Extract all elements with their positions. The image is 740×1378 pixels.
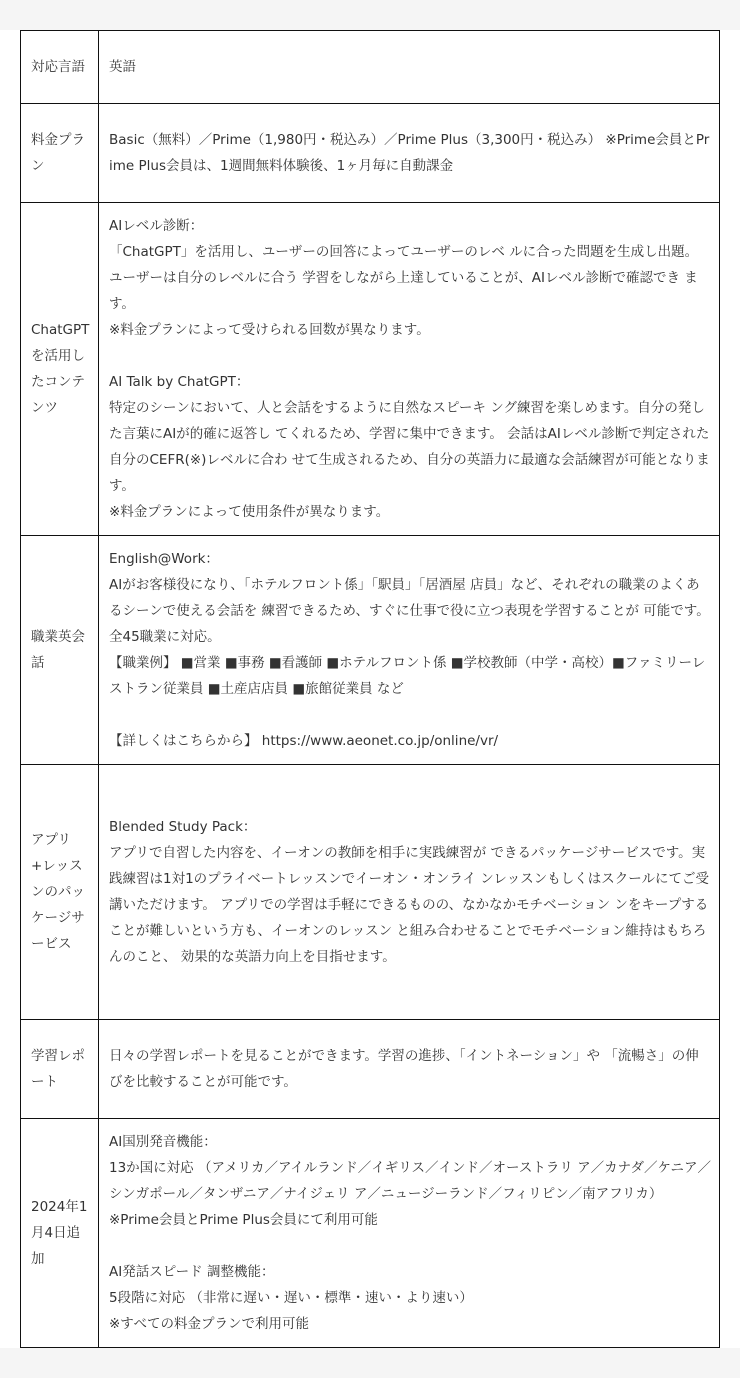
- table-row: [21, 765, 720, 1020]
- content-line: [109, 1233, 711, 1259]
- content-line: 「ChatGPT」を活用し、ユーザーの回答によってユーザーのレベ ルに合った問題を生成し出題。ユーザーは自分のレベルに合う 学習をしながら上達していることが、AIレベル診断で確認でき ます。: [109, 244, 699, 312]
- row-content: [99, 31, 720, 104]
- row-content: [99, 104, 720, 203]
- content-line: AIレベル診断：: [109, 218, 204, 234]
- row-label: 料金プラン: [21, 104, 99, 203]
- row-label: ChatGPTを活用したコンテンツ: [21, 203, 99, 536]
- content-line: AI Talk by ChatGPT：: [109, 374, 250, 390]
- content-line: 【詳しくはこちらから】 https://www.aeonet.co.jp/online/vr/: [109, 733, 499, 749]
- row-label: 2024年1月4日追加: [21, 1119, 99, 1348]
- content-line: Basic（無料）／Prime（1,980円・税込み）／Prime Plus（3,300円・税込み） ※Prime会員とPrime Plus会員は、1週間無料体験後、1ヶ月毎に自動課金: [109, 132, 710, 174]
- content-line: [109, 702, 711, 728]
- spec-table: [20, 30, 720, 1348]
- table-row: [21, 203, 720, 536]
- content-line: AIがお客様役になり、「ホテルフロント係」「駅員」「居酒屋 店員」など、それぞれの職業のよくあるシーンで使える会話を 練習できるため、すぐに仕事で役に立つ表現を学習することが 可能です。全45職業に対応。: [109, 577, 710, 645]
- content-line: 特定のシーンにおいて、人と会話をするように自然なスピーキ ング練習を楽しめます。自分の発した言葉にAIが的確に返答し てくれるため、学習に集中できます。 会話はAIレベル診断で判定された自分のCEFR(※)レベルに合わ せて生成されるため、自分の英語力に最適な会話練習が可能となります。: [109, 400, 710, 494]
- row-content: [99, 1119, 720, 1348]
- content-line: 5段階に対応 （非常に遅い・遅い・標準・速い・より速い）: [109, 1290, 473, 1306]
- content-line: アプリで自習した内容を、イーオンの教師を相手に実践練習が できるパッケージサービスです。実践練習は1対1のプライベートレッスンでイーオン・オンライ ンレッスンもしくはスクールにてご受講いただけます。 アプリでの学習は手軽にできるものの、なかなかモチベーション ンをキープすることが難しいという方も、イーオンのレッスン と組み合わせることでモチベーション維持はもちろんのこと、 効果的な英語力向上を目指せます。: [109, 845, 710, 965]
- row-content: [99, 765, 720, 1020]
- content-line: ※料金プランによって使用条件が異なります。: [109, 504, 390, 520]
- row-label: 対応言語: [21, 31, 99, 104]
- content-line: AI発話スピード 調整機能：: [109, 1264, 275, 1280]
- row-label: 学習レポート: [21, 1020, 99, 1119]
- table-row: [21, 31, 720, 104]
- table-row: [21, 1119, 720, 1348]
- table-row: [21, 104, 720, 203]
- table-row: [21, 1020, 720, 1119]
- content-line: 【職業例】 ■営業 ■事務 ■看護師 ■ホテルフロント係 ■学校教師（中学・高校）■ファミリーレストラン従業員 ■土産店店員 ■旅館従業員 など: [109, 655, 706, 697]
- row-content: [99, 536, 720, 765]
- content-line: 13か国に対応 （アメリカ／アイルランド／イギリス／インド／オーストラリ ア／カナダ／ケニア／シンガポール／タンザニア／ナイジェリ ア／ニュージーランド／フィリピン／南アフリカ）: [109, 1160, 711, 1202]
- content-line: ※料金プランによって受けられる回数が異なります。: [109, 322, 430, 338]
- row-label: 職業英会話: [21, 536, 99, 765]
- content-line: ※Prime会員とPrime Plus会員にて利用可能: [109, 1212, 378, 1228]
- row-content: [99, 203, 720, 536]
- row-label: アプリ+レッスンのパッケージサービス: [21, 765, 99, 1020]
- document-page: [0, 30, 740, 1348]
- row-content: [99, 1020, 720, 1119]
- content-line: 英語: [109, 59, 136, 75]
- content-line: [109, 343, 711, 369]
- content-line: English@Work：: [109, 551, 219, 567]
- content-line: Blended Study Pack：: [109, 819, 257, 835]
- table-row: [21, 536, 720, 765]
- content-line: 日々の学習レポートを見ることができます。学習の進捗、「イントネーション」や 「流暢さ」の伸びを比較することが可能です。: [109, 1048, 699, 1090]
- content-line: AI国別発音機能：: [109, 1134, 217, 1150]
- content-line: ※すべての料金プランで利用可能: [109, 1316, 310, 1332]
